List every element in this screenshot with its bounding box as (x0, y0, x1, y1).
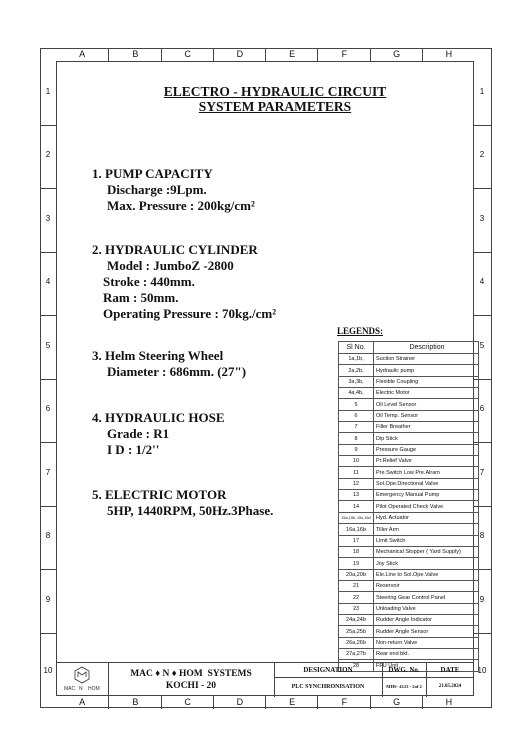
legend-item-no: 3a,3b, (339, 376, 374, 387)
legend-item-no: 22 (339, 592, 374, 603)
legend-item-no: 14 (339, 501, 374, 512)
legend-item-no: 28 (339, 660, 374, 671)
section-heading: 2. HYDRAULIC CYLINDER (92, 242, 258, 257)
row-label: 9 (479, 594, 485, 604)
row-label: 4 (45, 277, 51, 287)
legend-row (339, 388, 479, 399)
column-label: D (213, 696, 266, 709)
column-ruler-top (56, 48, 474, 61)
column-label: B (108, 696, 161, 709)
logo-cell (56, 663, 109, 697)
legend-item-desc: Oil Level Sensor (374, 399, 479, 410)
section-heading: 1. PUMP CAPACITY (92, 166, 213, 181)
legend-item-desc: Joy Stick (374, 558, 479, 569)
legend-header-row (339, 342, 479, 354)
row-divider (40, 379, 56, 380)
row-divider (474, 252, 492, 253)
date-cell (426, 663, 474, 697)
legend-item-desc: Reservoir (374, 580, 479, 591)
section-hydraulic-cylinder (92, 242, 276, 322)
legend-item-desc: Steering Gear Control Panel (374, 592, 479, 603)
section-heading: 3. Helm Steering Wheel (92, 348, 224, 363)
legend-item-no: 19 (339, 558, 374, 569)
legend-item-desc: Rear end bkt. (374, 648, 479, 659)
legend-item-no: 18 (339, 546, 374, 557)
row-divider (40, 188, 56, 189)
legend-item-desc: Rudder Angle Sensor (374, 626, 479, 637)
column-label: H (422, 696, 475, 709)
legend-header-no: Sl No. (339, 342, 374, 354)
legend-table (338, 341, 479, 672)
row-label: 5 (45, 340, 51, 350)
legend-title: LEGENDS: (337, 326, 384, 336)
page-title-line1: ELECTRO - HYDRAULIC CIRCUIT (163, 84, 387, 99)
legend-row (339, 354, 479, 365)
legend-item-no: 11 (339, 467, 374, 478)
legend-item-desc: Hydraulic pump (374, 365, 479, 376)
dwg-number-cell (382, 663, 427, 697)
section-line: Stroke : 440mm. (103, 274, 195, 289)
legend-row (339, 444, 479, 455)
svg-text:MAC: MAC (64, 686, 76, 692)
legend-item-desc: Emergency Manual Pump (374, 490, 479, 501)
row-label: 2 (45, 150, 51, 160)
column-label: C (161, 48, 214, 61)
legend-row (339, 478, 479, 489)
section-electric-motor (92, 487, 273, 519)
legend-item-no: 15a,15b, 15c,15d (339, 512, 374, 523)
legend-row (339, 410, 479, 421)
legend-item-desc: Pr.Relief Valve (374, 456, 479, 467)
legend-item-desc: Ele.Line to Sol.Ope.Valve (374, 569, 479, 580)
legend-item-desc: Unloading Valve (374, 603, 479, 614)
row-divider (40, 252, 56, 253)
company-city: KOCHI - 20 (165, 681, 217, 691)
legend-item-no: 20a,20b (339, 569, 374, 580)
legend-item-desc: Sol.Ope.Directional Valve (374, 478, 479, 489)
legend-item-desc: Limit Switch (374, 535, 479, 546)
legend-item-no: 5 (339, 399, 374, 410)
column-label: G (370, 48, 423, 61)
section-line: Discharge :9Lpm. (107, 182, 207, 197)
row-label: 9 (45, 594, 51, 604)
legend-row (339, 422, 479, 433)
legend-row (339, 399, 479, 410)
column-label: A (79, 49, 86, 59)
legend-item-desc: FFU Unit (374, 660, 479, 671)
column-label: F (317, 48, 370, 61)
legend-item-desc: Non-return Valve (374, 637, 479, 648)
row-divider (40, 633, 56, 634)
legend-item-desc: Oil Temp. Sensor (374, 410, 479, 421)
row-label: 3 (479, 213, 485, 223)
legend-table-wrap (338, 341, 479, 672)
legend-item-no: 4a,4b, (339, 388, 374, 399)
row-ruler-left (40, 61, 56, 696)
legend-row (339, 614, 479, 625)
row-label: 6 (45, 404, 51, 414)
designation-label: DESIGNATION (274, 663, 382, 678)
title-block (56, 662, 474, 697)
row-divider (40, 506, 56, 507)
row-divider (474, 188, 492, 189)
section-line: Ram : 50mm. (103, 290, 179, 305)
legend-item-desc: Electric Motor (374, 388, 479, 399)
section-line: Diameter : 686mm. (27") (107, 364, 247, 379)
svg-text:N: N (79, 686, 83, 692)
legend-item-desc: Dip Stick (374, 433, 479, 444)
legend-item-no: 23 (339, 603, 374, 614)
row-label: 2 (479, 150, 485, 160)
legend-item-no: 7 (339, 422, 374, 433)
legend-item-desc: Tiller Arm (374, 524, 479, 535)
row-label: 10 (477, 666, 487, 676)
company-name: MAC ♦ N ♦ HOM SYSTEMS (130, 669, 252, 679)
column-label: C (161, 696, 214, 709)
legend-item-no: 1a,1b, (339, 354, 374, 365)
section-line: 5HP, 1440RPM, 50Hz.3Phase. (107, 503, 274, 518)
legend-row (339, 456, 479, 467)
legend-item-no: 25a,25b (339, 626, 374, 637)
legend-item-no: 8 (339, 433, 374, 444)
legend-item-desc: Mechanical Stopper ( Yard Supply) (374, 546, 479, 557)
column-label: E (265, 696, 318, 709)
section-line: Operating Pressure : 70kg./cm² (103, 306, 277, 321)
dwg-number-value: MHS- 4123 - 2of 2 (386, 684, 422, 689)
row-label: 5 (479, 340, 485, 350)
row-divider (40, 125, 56, 126)
legend-row (339, 365, 479, 376)
legend-item-no: 26a,26b (339, 637, 374, 648)
legend-item-desc: Suction Strainer (374, 354, 479, 365)
legend-row (339, 580, 479, 591)
designation-cell (274, 663, 383, 697)
page-title-line2: SYSTEM PARAMETERS (198, 99, 352, 114)
row-divider (40, 315, 56, 316)
column-label: E (265, 48, 318, 61)
legend-header-desc: Description (374, 342, 479, 354)
legend-item-no: 13 (339, 490, 374, 501)
column-label: A (79, 697, 86, 707)
legend-row (339, 648, 479, 659)
legend-row (339, 626, 479, 637)
legend-item-no: 16a,16b (339, 524, 374, 535)
row-label: 8 (479, 531, 485, 541)
column-label: G (370, 696, 423, 709)
row-label: 10 (43, 666, 53, 676)
dwg-number-label: DWG. No. (382, 663, 426, 678)
row-label: 8 (45, 531, 51, 541)
legend-row (339, 512, 479, 523)
legend-item-no: 27a,27b (339, 648, 374, 659)
company-cell (108, 663, 275, 697)
section-heading: 4. HYDRAULIC HOSE (92, 410, 225, 425)
legend-item-no: 9 (339, 444, 374, 455)
legend-item-no: 6 (339, 410, 374, 421)
legend-item-no: 24a,24b (339, 614, 374, 625)
legend-row (339, 637, 479, 648)
legend-item-no: 10 (339, 456, 374, 467)
legend-row (339, 467, 479, 478)
row-label: 6 (479, 404, 485, 414)
section-hydraulic-hose (92, 410, 225, 458)
row-label: 1 (45, 86, 51, 96)
date-label: DATE (426, 663, 474, 678)
section-line: Model : JumboZ -2800 (107, 258, 234, 273)
legend-item-no: 21 (339, 580, 374, 591)
company-logo (61, 665, 103, 695)
column-label: F (317, 696, 370, 709)
section-line: Grade : R1 (107, 426, 170, 441)
legend-item-desc: Pre.Switch Low Pre.Alram (374, 467, 479, 478)
column-label: H (422, 48, 475, 61)
section-line: Max. Pressure : 200kg/cm² (107, 198, 255, 213)
section-helm-steering-wheel (92, 348, 246, 380)
legend-item-no: 2a,2b, (339, 365, 374, 376)
legend-row (339, 603, 479, 614)
legend-item-no: 12 (339, 478, 374, 489)
legend-row (339, 524, 479, 535)
legend-item-desc: Rudder Angle Indicator (374, 614, 479, 625)
legend-row (339, 558, 479, 569)
row-divider (40, 569, 56, 570)
row-label: 1 (479, 86, 485, 96)
section-pump-capacity (92, 166, 255, 214)
legend-row (339, 569, 479, 580)
legend-item-desc: Flexible Coupling (374, 376, 479, 387)
designation-value: PLC SYNCHRONISATION (291, 684, 365, 690)
row-divider (474, 315, 492, 316)
legend-item-no: 17 (339, 535, 374, 546)
column-ruler-bottom (56, 696, 474, 709)
row-divider (474, 125, 492, 126)
column-label: D (213, 48, 266, 61)
date-value: 21.05.2024 (438, 684, 462, 689)
legend-row (339, 501, 479, 512)
row-divider (40, 442, 56, 443)
legend-item-desc: Pilot Operated Check Valve (374, 501, 479, 512)
legend-row (339, 535, 479, 546)
legend-row (339, 433, 479, 444)
legend-item-desc: Filler Breather (374, 422, 479, 433)
row-label: 4 (479, 277, 485, 287)
legend-row (339, 592, 479, 603)
column-label: B (108, 48, 161, 61)
row-label: 7 (479, 467, 485, 477)
section-line: I D : 1/2'' (107, 442, 160, 457)
legend-row (339, 376, 479, 387)
legend-item-desc: Hyd. Actuator (374, 512, 479, 523)
svg-text:HOM: HOM (88, 686, 100, 692)
legend-row (339, 546, 479, 557)
row-label: 7 (45, 467, 51, 477)
row-label: 3 (45, 213, 51, 223)
legend-item-desc: Pressure Gauge (374, 444, 479, 455)
legend-row (339, 490, 479, 501)
section-heading: 5. ELECTRIC MOTOR (92, 487, 227, 502)
